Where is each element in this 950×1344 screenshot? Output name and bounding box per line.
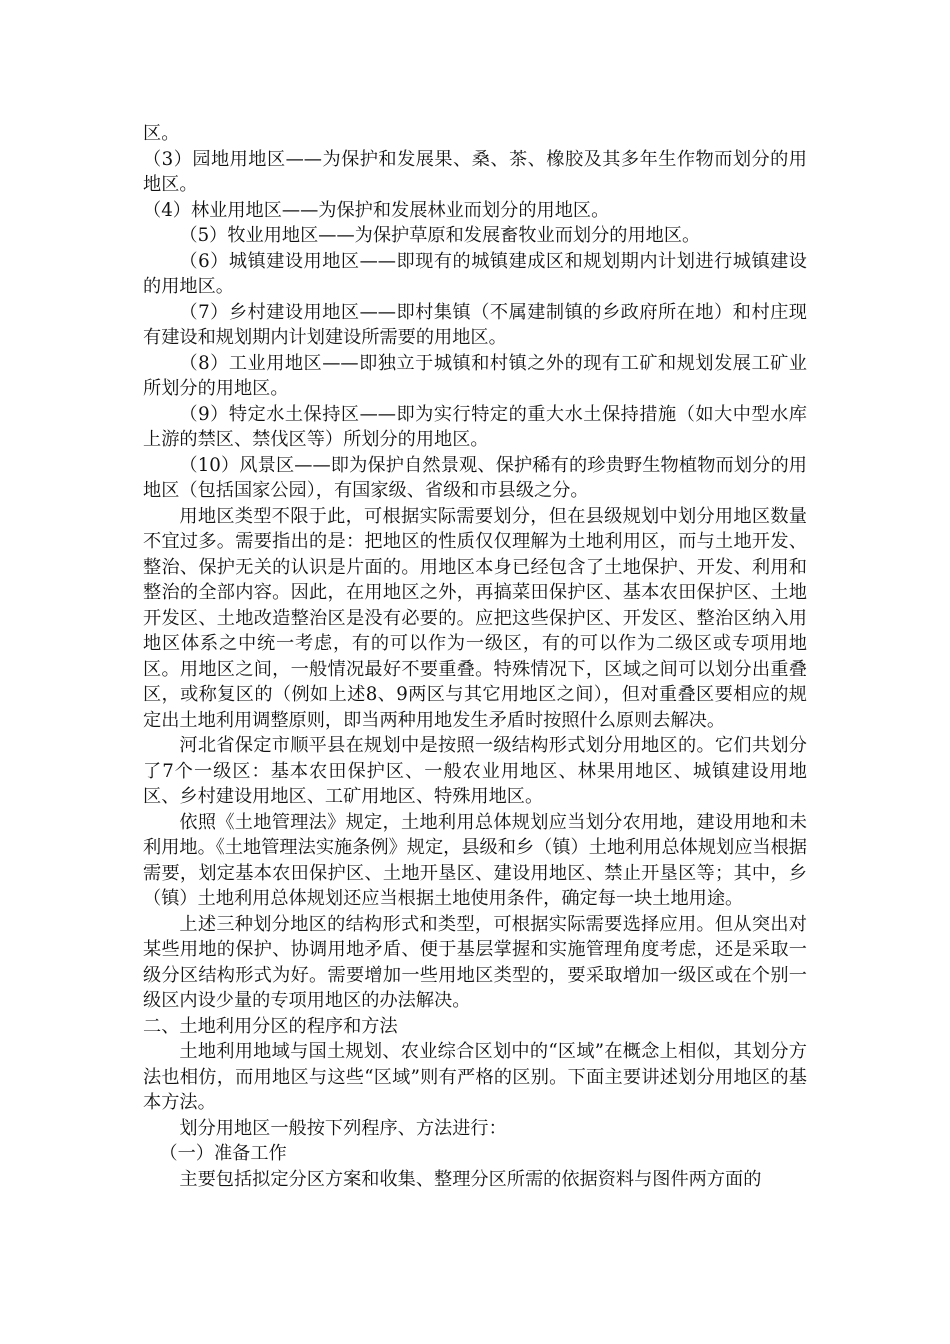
paragraph-structure-summary: 上述三种划分地区的结构形式和类型，可根据实际需要选择应用。但从突出对某些用地的保护、协调用地矛盾、便于基层掌握和实施管理角度考虑，还是采取一级分区结构形式为好。需要增加一些用地区类型的，要采取增加一级区或在个别一级区内设少量的专项用地区的办法解决。 [143, 913, 807, 1011]
list-item-6-urban: （6）城镇建设用地区——即现有的城镇建成区和规划期内计划进行城镇建设的用地区。 [143, 250, 807, 297]
list-item-4-forestry: （4）林业用地区——为保护和发展林业而划分的用地区。 [143, 199, 610, 221]
list-item-5-pasture: （5）牧业用地区——为保护草原和发展畜牧业而划分的用地区。 [179, 225, 701, 246]
paragraph-procedure-intro: 划分用地区一般按下列程序、方法进行： [179, 1117, 507, 1139]
document-body [143, 121, 807, 1192]
paragraph-region-concept: 土地利用地域与国土规划、农业综合区划中的“区域”在概念上相似，其划分方法也相仿，而用地区与这些“区域”则有严格的区别。下面主要讲述划分用地区的基本方法。 [143, 1041, 807, 1113]
list-item-3-orchard: （3）园地用地区——为保护和发展果、桑、茶、橡胶及其多年生作物而划分的用地区。 [143, 148, 807, 195]
paragraph-zone-types: 用地区类型不限于此，可根据实际需要划分，但在县级规划中划分用地区数量不宜过多。需要指出的是：把地区的性质仅仅理解为土地利用区，而与土地开发、整治、保护无关的认识是片面的。用地区本身已经包含了土地保护、开发、利用和整治的全部内容。因此，在用地区之外，再搞菜田保护区、基本农田保护区、土地开发区、土地改造整治区是没有必要的。应把这些保护区、开发区、整治区纳入用地区体系之中统一考虑，有的可以作为一级区，有的可以作为二级区或专项用地区。用地区之间，一般情况最好不要重叠。特殊情况下，区域之间可以划分出重叠区，或称复区的（例如上述8、9两区与其它用地区之间），但对重叠区要相应的规定出土地利用调整原则，即当两种用地发生矛盾时按照什么原则去解决。 [143, 505, 807, 731]
paragraph-hebei-example: 河北省保定市顺平县在规划中是按照一级结构形式划分用地区的。它们共划分了7个一级区：基本农田保护区、一般农业用地区、林果用地区、城镇建设用地区、乡村建设用地区、工矿用地区、特殊用地区。 [143, 735, 807, 807]
list-item-7-rural: （7）乡村建设用地区——即村集镇（不属建制镇的乡政府所在地）和村庄现有建设和规划期内计划建设所需要的用地区。 [143, 301, 807, 348]
paragraph-land-law: 依照《土地管理法》规定，土地利用总体规划应当划分农用地，建设用地和未利用地。《土地管理法实施条例》规定，县级和乡（镇）土地利用总体规划应当根据需要，划定基本农田保护区、土地开垦区、建设用地区、禁止开垦区等；其中，乡（镇）土地利用总体规划还应当根据土地使用条件，确定每一块土地用途。 [143, 811, 807, 909]
list-item-9-water-soil: （9）特定水土保持区——即为实行特定的重大水土保持措施（如大中型水库上游的禁区、禁伐区等）所划分的用地区。 [143, 403, 807, 450]
paragraph-continuation: 区。 [143, 123, 180, 144]
list-item-10-scenic: （10）风景区——即为保护自然景观、保护稀有的珍贵野生物植物而划分的用地区（包括国家公园），有国家级、省级和市县级之分。 [143, 454, 807, 501]
list-item-8-industrial: （8）工业用地区——即独立于城镇和村镇之外的现有工矿和规划发展工矿业所划分的用地区。 [143, 352, 807, 399]
section-heading-2: 二、土地利用分区的程序和方法 [143, 1015, 398, 1037]
paragraph-preparation-detail: 主要包括拟定分区方案和收集、整理分区所需的依据资料与图件两方面的 [179, 1168, 762, 1190]
subheading-preparation: （一）准备工作 [159, 1143, 287, 1164]
